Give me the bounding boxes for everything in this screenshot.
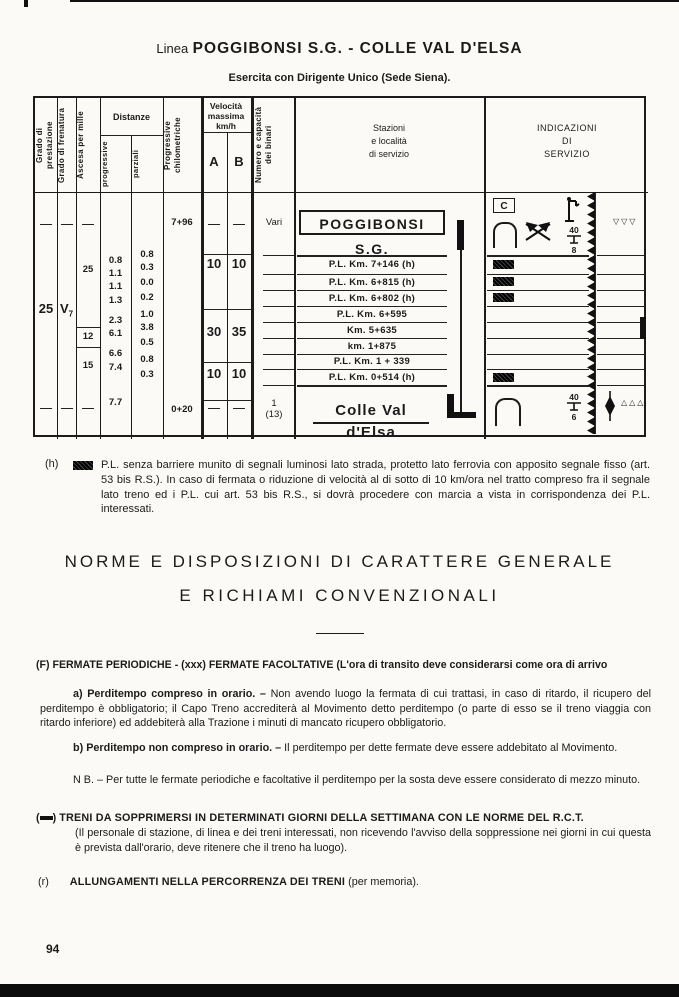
timetable-table bbox=[33, 96, 646, 441]
dist-parziale: 0.3 bbox=[140, 262, 154, 273]
ascesa-value: 15 bbox=[82, 360, 94, 371]
up-triangles-icon: △△△ bbox=[621, 398, 646, 407]
track-end-foot bbox=[454, 412, 476, 418]
dist-progressiva: 7.4 bbox=[108, 362, 123, 373]
track-line bbox=[460, 228, 462, 416]
pl-marker-icon bbox=[493, 373, 514, 382]
progressiva-km-top: 7+96 bbox=[171, 217, 193, 228]
col-header-grado-prestazione: Grado di prestazione bbox=[35, 121, 54, 169]
col-header-progressive-chilometriche: Progressive chilometriche bbox=[163, 117, 182, 173]
footnote-h bbox=[45, 458, 650, 517]
ascesa-value: 25 bbox=[82, 264, 94, 275]
dist-progressiva: 2.3 bbox=[108, 315, 123, 326]
dist-progressiva: 1.1 bbox=[108, 268, 123, 279]
weighbridge-icon: 40 8 bbox=[563, 225, 585, 255]
dist-progressiva: 1.3 bbox=[108, 295, 123, 306]
grado-frenatura-value: $V_7$ bbox=[59, 301, 74, 319]
col-header-grado-frenatura: Grado di frenatura bbox=[57, 107, 66, 183]
line-title-main: POGGIBONSI S.G. - COLLE VAL D'ELSA bbox=[192, 40, 523, 57]
dist-progressiva: 6.1 bbox=[108, 328, 123, 339]
col-header-velocita: Velocità massima km/h bbox=[207, 101, 245, 131]
binari-bottom-2: (13) bbox=[265, 409, 283, 420]
speed-a: 10 bbox=[206, 366, 222, 381]
dist-parziale: 0.8 bbox=[140, 354, 154, 365]
binari-bottom-1: 1 bbox=[271, 398, 277, 409]
station-poggibonsi: POGGIBONSI S.G. bbox=[299, 210, 445, 235]
station-row: P.L. Km. 6+595 bbox=[336, 309, 408, 320]
speed-b: 35 bbox=[231, 324, 247, 339]
col-header-vel-b: B bbox=[234, 154, 244, 169]
water-crane-icon bbox=[563, 195, 581, 223]
dist-progressiva: 6.6 bbox=[108, 348, 123, 359]
station-colle: Colle Val d'Elsa bbox=[313, 400, 429, 424]
signal-diamond-icon bbox=[604, 390, 616, 422]
box-c-icon: C bbox=[493, 198, 515, 213]
pl-marker-icon bbox=[493, 277, 514, 286]
section-heading-line1: NORME E DISPOSIZIONI DI CARATTERE GENERALE bbox=[64, 552, 615, 571]
dist-progressiva: 1.1 bbox=[108, 281, 123, 292]
station-row: P.L. Km. 6+815 (h) bbox=[328, 277, 416, 288]
crossed-flags-icon bbox=[522, 220, 554, 244]
col-header-stazioni: Stazioni e località di servizio bbox=[368, 123, 409, 159]
paragraph-suppress: ( ) TRENI DA SOPPRIMERSI IN DETERMINATI GIORNI DELLA SETTIMANA CON LE NORME DEL R.C.T. (Il personale di stazione, di linea e dei treni interessati, non ricevendo l'avviso della soppressione nei giorni in cui questa è prevista dall'orario, deve ritenere che il treno ha luogo). bbox=[36, 812, 651, 854]
footnote-h-text: P.L. senza barriere munito di segnali luminosi lato strada, protetto lato ferrovia con apposito segnale fisso (art. 53 bis R.S.). In caso di fermata o riduzione di velocità al di sotto di 10 km/ora nel tratto compreso fra il segnale lato treno ed i P.L. cui art. 53 bis R.S., si dovrà procedere con marcia a vista in corrispondenza dei P.L. interessati. bbox=[101, 459, 650, 516]
down-triangles-icon: ▽▽▽ bbox=[613, 217, 638, 226]
scan-top-edge bbox=[70, 0, 679, 2]
paragraph-r: (r) ALLUNGAMENTI NELLA PERCORRENZA DEI TRENI (per memoria). bbox=[38, 876, 419, 888]
dist-parziale: 0.8 bbox=[140, 249, 154, 260]
track-station-bar-top bbox=[457, 220, 464, 250]
footnote-h-label: (h) bbox=[45, 458, 59, 470]
dist-parziale: 0.2 bbox=[140, 292, 154, 303]
pl-marker-icon bbox=[493, 260, 514, 269]
col-header-indicazioni: INDICAZIONI DI SERVIZIO bbox=[536, 123, 597, 159]
dist-progressiva: 0.8 bbox=[108, 255, 123, 266]
black-bar-icon bbox=[40, 816, 53, 820]
tunnel-icon bbox=[495, 398, 521, 426]
page-number: 94 bbox=[46, 942, 60, 956]
speed-b: 10 bbox=[231, 366, 247, 381]
station-row: P.L. Km. 0+514 (h) bbox=[328, 372, 416, 383]
col-header-numero-binari: Numero e capacità dei binari bbox=[254, 106, 273, 184]
station-row: P.L. Km. 6+802 (h) bbox=[328, 293, 416, 304]
speed-a: 10 bbox=[206, 256, 222, 271]
pl-marker-icon bbox=[493, 293, 514, 302]
dist-progressiva: 7.7 bbox=[108, 397, 123, 408]
station-row: P.L. Km. 7+146 (h) bbox=[328, 259, 416, 270]
col-header-progressive: progressive bbox=[100, 141, 109, 187]
col-header-distanze: Distanze bbox=[112, 112, 150, 122]
col-header-ascesa: Ascesa per mille bbox=[76, 111, 85, 179]
pl-marker-icon bbox=[73, 461, 93, 470]
col-header-parziali: parziali bbox=[131, 149, 140, 179]
paragraph-f: (F) FERMATE PERIODICHE - (xxx) FERMATE FACOLTATIVE (L'ora di transito deve considerarsi come ora di arrivo bbox=[36, 659, 608, 671]
binari-top: Vari bbox=[265, 217, 283, 228]
speed-a: 30 bbox=[206, 324, 222, 339]
col-header-vel-a: A bbox=[209, 154, 219, 169]
section-heading-line2: E RICHIAMI CONVENZIONALI bbox=[179, 586, 500, 605]
paragraph-a: a) Perditempo compreso in orario. – Non avendo luogo la fermata di cui trattasi, in caso di ritardo, il ricupero del perditempo è obbligatorio; il Capo Treno accrediterà al Movimento detto perditempo (o parte di esso se il treno viaggia con ritardo inferiore) ed addebiterà alla Trazione i minuti di mancato ricupero obbligatorio. bbox=[40, 688, 652, 730]
speed-b: 10 bbox=[231, 256, 247, 271]
track-station-bar-bottom bbox=[447, 394, 454, 418]
scan-bottom-bar bbox=[0, 984, 679, 997]
station-row: Km. 5+635 bbox=[347, 325, 397, 336]
progressiva-km-bottom: 0+20 bbox=[171, 404, 193, 415]
grado-prestazione-value: 25 bbox=[38, 301, 54, 316]
line-subtitle: Esercita con Dirigente Unico (Sede Siena). bbox=[228, 72, 451, 84]
dist-parziale: 3.8 bbox=[140, 322, 154, 333]
scan-edge-mark bbox=[640, 317, 646, 339]
station-row: P.L. Km. 1 + 339 bbox=[333, 356, 411, 367]
dist-parziale: 0.3 bbox=[140, 369, 154, 380]
dist-parziale: 0.5 bbox=[140, 337, 154, 348]
paragraph-b: b) Perditempo non compreso in orario. – Il perditempo per dette fermate deve essere addebitato al Movimento. bbox=[73, 742, 618, 754]
station-row: km. 1+875 bbox=[347, 341, 397, 352]
dist-parziale: 1.0 bbox=[140, 309, 154, 320]
heading-rule bbox=[316, 633, 364, 634]
line-title-prefix: Linea bbox=[156, 41, 189, 56]
dist-parziale: 0.0 bbox=[140, 277, 154, 288]
ascesa-value: 12 bbox=[82, 331, 94, 342]
sawtooth-line bbox=[586, 192, 596, 434]
weighbridge-icon: 40 6 bbox=[563, 392, 585, 422]
scan-corner-mark bbox=[24, 0, 28, 7]
paragraph-nb: N B. – Per tutte le fermate periodiche e facoltative il perditempo per la sosta deve essere considerato di mezzo minuto. bbox=[73, 774, 641, 786]
tunnel-icon bbox=[493, 222, 517, 248]
line-title bbox=[0, 40, 679, 58]
